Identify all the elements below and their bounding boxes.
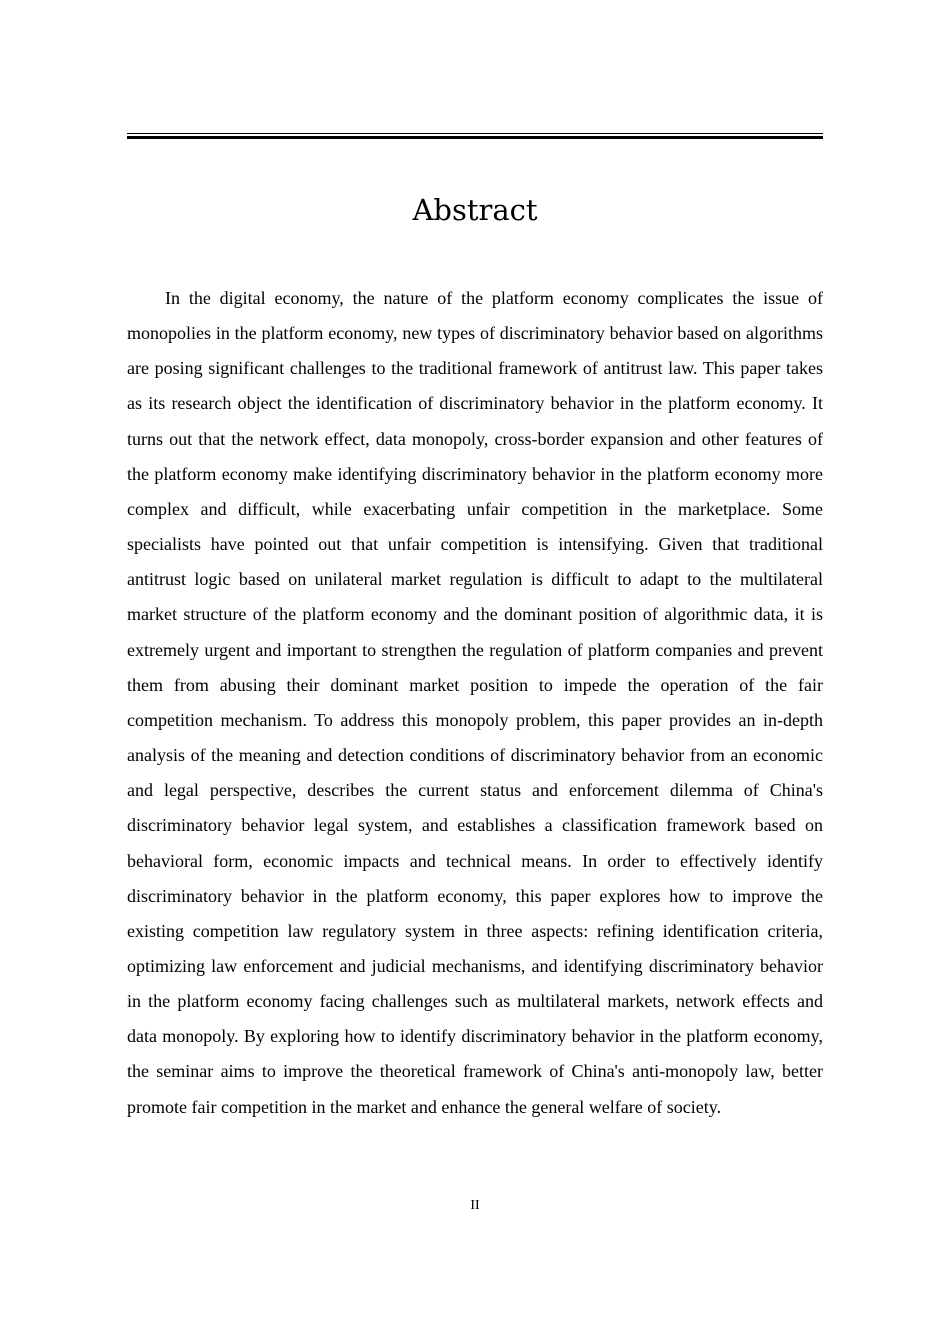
page-number: II [470, 1198, 480, 1213]
header-rule-thick-line [127, 136, 823, 139]
header-double-rule [127, 133, 823, 139]
page-title: Abstract [412, 193, 538, 227]
header-rule-thin-line [127, 133, 823, 134]
abstract-paragraph: In the digital economy, the nature of the platform economy complicates the issue of monopolies in the platform economy, new types of discriminatory behavior based on algorithms are posing significant challenges to the traditional framework of antitrust law. This paper takes as its research object the identification of discriminatory behavior in the platform economy. It turns out that the network effect, data monopoly, cross-border expansion and other features of the platform economy make identifying discriminatory behavior in the platform economy more complex and difficult, while exacerbating unfair competition in the marketplace. Some specialists have pointed out that unfair competition is intensifying. Given that traditional antitrust logic based on unilateral market regulation is difficult to adapt to the multilateral market structure of the platform economy and the dominant position of algorithmic data, it is extremely urgent and important to strengthen the regulation of platform companies and prevent them from abusing their dominant market position to impede the operation of the fair competition mechanism. To address this monopoly problem, this paper provides an in-depth analysis of the meaning and detection conditions of discriminatory behavior from an economic and legal perspective, describes the current status and enforcement dilemma of China's discriminatory behavior legal system, and establishes a classification framework based on behavioral form, economic impacts and technical means. In order to effectively identify discriminatory behavior in the platform economy, this paper explores how to improve the existing competition law regulatory system in three aspects: refining identification criteria, optimizing law enforcement and judicial mechanisms, and identifying discriminatory behavior in the platform economy facing challenges such as multilateral markets, network effects and data monopoly. By exploring how to identify discriminatory behavior in the platform economy, the seminar aims to improve the theoretical framework of China's anti-monopoly law, better promote fair competition in the market and enhance the general welfare of society. [127, 288, 823, 1117]
